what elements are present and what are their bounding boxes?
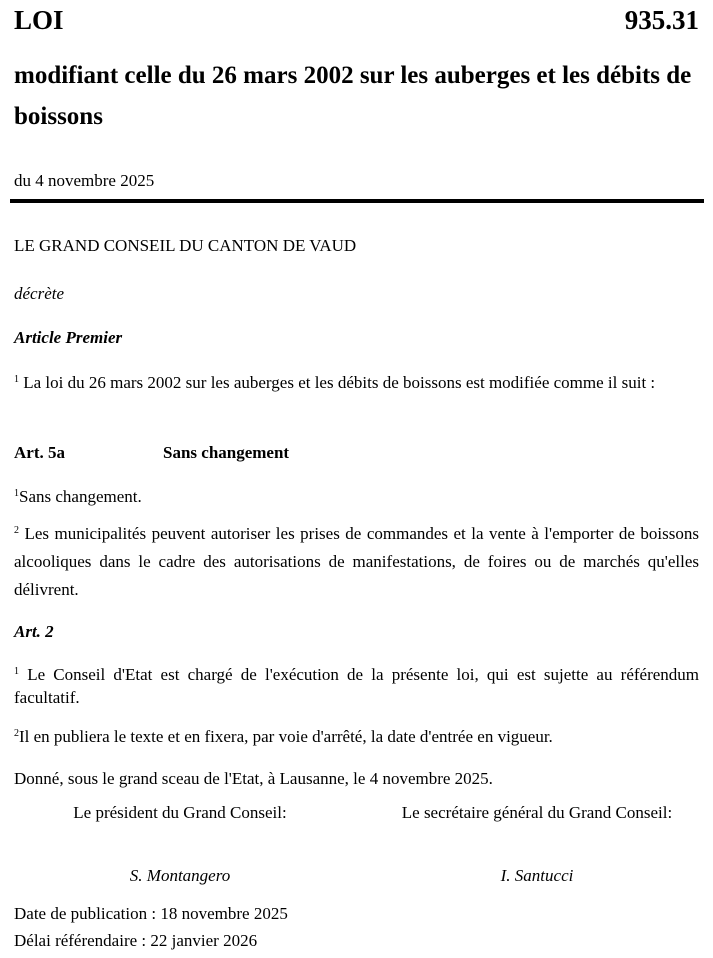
publication-date: Date de publication : 18 novembre 2025 (14, 904, 288, 923)
president-title: Le président du Grand Conseil: (73, 803, 287, 822)
referendum-deadline: Délai référendaire : 22 janvier 2026 (14, 931, 258, 950)
secretary-title: Le secrétaire général du Grand Conseil: (401, 803, 673, 822)
art-5a-label: Art. 5a (14, 443, 65, 462)
president-signature: S. Montangero (129, 866, 231, 885)
article-2-title: Art. 2 (14, 622, 54, 641)
article-2-paragraph-1 (14, 663, 699, 709)
art-5a-paragraph-2 (14, 520, 699, 604)
enacting-authority: LE GRAND CONSEIL DU CANTON DE VAUD (14, 236, 357, 255)
paragraph-number: 1 (14, 374, 19, 385)
art-5a-paragraph-1 (14, 485, 142, 508)
art-5a-heading: Sans changement (163, 443, 290, 462)
paragraph-number: 1 (14, 488, 19, 499)
article-1-paragraph-1 (14, 371, 699, 394)
decree-word: décrète (14, 284, 65, 303)
paragraph-number: 1 (14, 666, 19, 677)
header-divider (10, 199, 704, 203)
article-1-title: Article Premier (14, 328, 123, 347)
paragraph-text: Le Conseil d'Etat est chargé de l'exécution de la présente loi, qui est sujette au référendum facultatif. (14, 665, 700, 707)
law-number: 935.31 (624, 5, 699, 35)
paragraph-text: La loi du 26 mars 2002 sur les auberges et les débits de boissons est modifiée comme il suit : (23, 373, 656, 392)
paragraph-number: 2 (14, 525, 19, 536)
paragraph-number: 2 (14, 728, 19, 739)
given-under-seal: Donné, sous le grand sceau de l'Etat, à Lausanne, le 4 novembre 2025. (14, 769, 493, 788)
paragraph-text: Les municipalités peuvent autoriser les prises de commandes et la vente à l'emporter de boissons alcooliques dans le cadre des autorisations de manifestations, de foires ou de marchés qu'elles délivrent. (14, 524, 700, 599)
law-type-label: LOI (14, 5, 64, 35)
law-title: modifiant celle du 26 mars 2002 sur les auberges et les débits de boissons (14, 62, 692, 130)
paragraph-text: Il en publiera le texte et en fixera, par voie d'arrêté, la date d'entrée en vigueur. (19, 727, 553, 746)
law-date: du 4 novembre 2025 (14, 171, 155, 190)
secretary-signature: I. Santucci (500, 866, 574, 885)
paragraph-text: Sans changement. (19, 487, 142, 506)
article-2-paragraph-2 (14, 725, 553, 748)
